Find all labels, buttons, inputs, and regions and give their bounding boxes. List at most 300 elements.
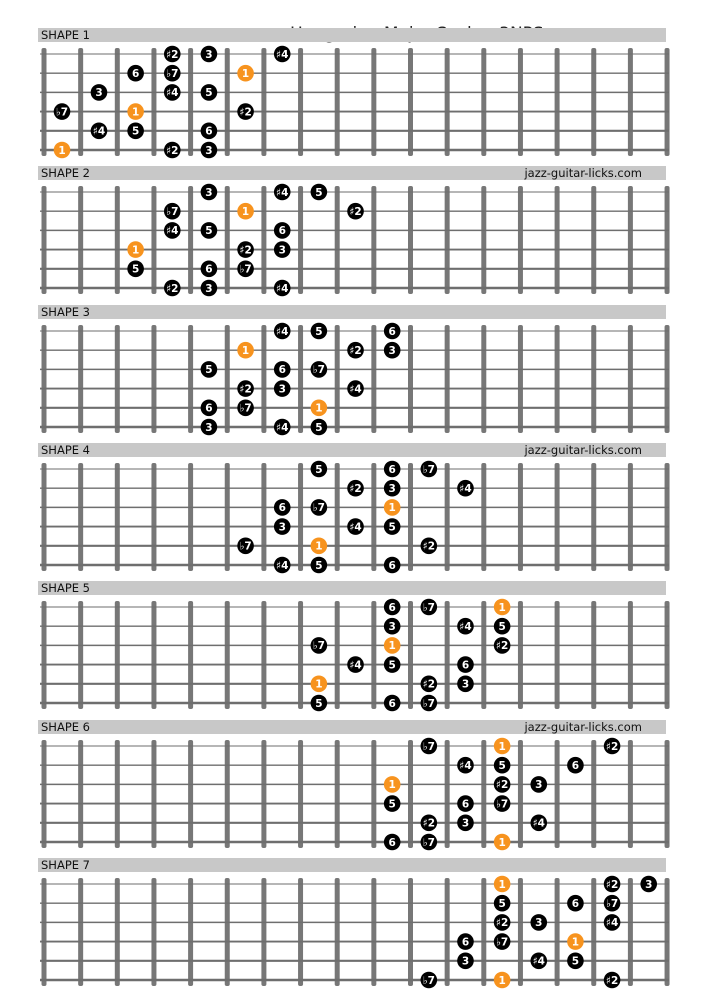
fretboard — [0, 872, 702, 992]
fret-wire — [665, 463, 670, 571]
fret-wire — [445, 325, 450, 433]
note-degree-label: 1 — [388, 640, 396, 653]
note-degree-label: ♭7 — [166, 206, 179, 219]
note-degree-label: ♭7 — [312, 502, 326, 515]
fret-wire — [445, 740, 450, 848]
note-degree-label: 3 — [388, 621, 396, 634]
fret-wire — [78, 740, 83, 848]
note-degree-label: ♯4 — [276, 187, 289, 200]
scale-note — [421, 971, 438, 988]
note-degree-label: 1 — [498, 740, 506, 753]
scale-note — [127, 123, 144, 140]
scale-note — [164, 142, 181, 159]
scale-note — [494, 933, 511, 950]
note-degree-label: ♯4 — [459, 482, 472, 495]
fret-wire — [115, 325, 120, 433]
scale-note — [421, 599, 438, 616]
fret-wire — [151, 740, 156, 848]
note-degree-label: 3 — [388, 482, 396, 495]
note-degree-label: 5 — [315, 697, 323, 710]
fret-wire — [42, 740, 47, 848]
fret-wire — [445, 601, 450, 709]
fret-wire — [261, 740, 266, 848]
note-degree-label: ♯2 — [349, 344, 362, 357]
fret-wire — [481, 186, 486, 294]
note-degree-label: ♯4 — [349, 382, 362, 395]
note-degree-label: 6 — [461, 797, 470, 810]
note-degree-label: ♯4 — [532, 955, 545, 968]
fret-wire — [78, 325, 83, 433]
fret-wire — [151, 186, 156, 294]
note-degree-label: ♭7 — [312, 363, 326, 376]
scale-note — [494, 756, 511, 773]
note-degree-label: 3 — [461, 955, 470, 968]
scale-note — [421, 737, 438, 754]
fret-wire — [371, 186, 376, 294]
note-degree-label: 3 — [205, 48, 213, 61]
scale-note — [530, 776, 547, 793]
note-degree-label: ♭7 — [239, 540, 252, 553]
fret-wire — [518, 463, 523, 571]
note-degree-label: ♯2 — [605, 974, 619, 987]
fret-wire — [188, 186, 193, 294]
fretboard — [0, 319, 702, 439]
scale-note — [384, 341, 401, 358]
scale-note — [457, 618, 474, 635]
fret-wire — [555, 601, 560, 709]
note-degree-label: ♭7 — [422, 740, 435, 753]
note-degree-label: 1 — [315, 540, 323, 553]
fret-wire — [518, 186, 523, 294]
scale-note — [347, 341, 364, 358]
scale-note — [201, 280, 218, 297]
scale-note — [421, 833, 438, 850]
note-degree-label: ♯4 — [349, 521, 362, 534]
root-note — [237, 203, 254, 220]
fretboard — [0, 180, 702, 300]
note-degree-label: 5 — [388, 797, 396, 810]
note-degree-label: 3 — [278, 382, 286, 395]
fret-wire — [151, 463, 156, 571]
fret-wire — [408, 186, 413, 294]
root-note — [494, 599, 511, 616]
fret-wire — [408, 325, 413, 433]
note-degree-label: ♭7 — [495, 797, 509, 810]
scale-note — [567, 895, 584, 912]
note-degree-label: 6 — [461, 936, 470, 949]
scale-note — [311, 461, 328, 478]
note-degree-label: 5 — [205, 363, 213, 376]
note-degree-label: 5 — [571, 955, 580, 968]
fret-wire — [591, 878, 596, 986]
fret-wire — [555, 740, 560, 848]
fret-wire — [188, 601, 193, 709]
shape-header-bar — [38, 305, 666, 319]
note-degree-label: 1 — [315, 678, 323, 691]
fret-wire — [188, 48, 193, 156]
fret-wire — [371, 878, 376, 986]
note-degree-label: ♯2 — [422, 678, 436, 691]
scale-note — [347, 518, 364, 535]
fret-wire — [628, 878, 633, 986]
fret-wire — [408, 48, 413, 156]
scale-note — [567, 756, 584, 773]
scale-note — [604, 737, 621, 754]
note-degree-label: 1 — [131, 244, 140, 257]
scale-note — [274, 322, 291, 339]
scale-note — [384, 322, 401, 339]
note-degree-label: 5 — [315, 325, 323, 338]
scale-note — [384, 599, 401, 616]
fret-wire — [225, 186, 230, 294]
fretboard — [0, 42, 702, 162]
scale-note — [384, 618, 401, 635]
note-degree-label: 6 — [388, 601, 396, 614]
root-note — [311, 399, 328, 416]
note-degree-label: 5 — [388, 521, 396, 534]
scale-note — [530, 952, 547, 969]
note-degree-label: ♯2 — [239, 244, 252, 257]
note-degree-label: 1 — [571, 936, 580, 949]
fret-wire — [481, 325, 486, 433]
fret-wire — [335, 740, 340, 848]
note-degree-label: 6 — [278, 225, 286, 238]
fret-wire — [188, 325, 193, 433]
note-degree-label: 6 — [205, 125, 213, 138]
note-degree-label: ♭7 — [55, 106, 69, 119]
fret-wire — [298, 325, 303, 433]
fretboard — [0, 595, 702, 715]
scale-note — [494, 776, 511, 793]
shape-header-bar — [38, 28, 666, 42]
note-degree-label: 3 — [95, 87, 103, 100]
scale-note — [274, 518, 291, 535]
fret-wire — [445, 463, 450, 571]
fret-wire — [151, 878, 156, 986]
fret-wire — [518, 878, 523, 986]
scale-note — [91, 84, 108, 101]
note-degree-label: ♯2 — [422, 817, 436, 830]
note-degree-label: 6 — [278, 363, 286, 376]
scale-note — [421, 676, 438, 693]
scale-note — [164, 280, 181, 297]
scale-note — [421, 461, 438, 478]
note-degree-label: 1 — [241, 344, 250, 357]
scale-note — [457, 952, 474, 969]
shape-header-bar — [38, 581, 666, 595]
fret-wire — [628, 48, 633, 156]
fret-wire — [261, 325, 266, 433]
note-degree-label: ♯4 — [276, 283, 289, 296]
fret-wire — [371, 601, 376, 709]
fret-wire — [481, 601, 486, 709]
note-degree-label: 5 — [315, 187, 323, 200]
fret-wire — [408, 878, 413, 986]
fret-wire — [628, 740, 633, 848]
scale-note — [604, 914, 621, 931]
scale-note — [127, 65, 144, 82]
fretboard — [0, 457, 702, 577]
scale-note — [640, 875, 657, 892]
note-degree-label: ♯4 — [166, 87, 179, 100]
note-degree-label: ♯2 — [239, 382, 252, 395]
root-note — [384, 637, 401, 654]
scale-note — [54, 103, 71, 120]
note-degree-label: ♭7 — [422, 463, 435, 476]
fret-wire — [445, 48, 450, 156]
scale-note — [201, 123, 218, 140]
root-note — [54, 142, 71, 159]
fret-wire — [408, 740, 413, 848]
note-degree-label: ♯4 — [532, 817, 545, 830]
note-degree-label: 1 — [498, 836, 506, 849]
root-note — [237, 65, 254, 82]
note-degree-label: 1 — [131, 106, 140, 119]
fret-wire — [298, 186, 303, 294]
fret-wire — [298, 601, 303, 709]
scale-note — [311, 184, 328, 201]
fret-wire — [261, 878, 266, 986]
scale-note — [457, 933, 474, 950]
scale-note — [91, 123, 108, 140]
scale-note — [384, 695, 401, 712]
scale-note — [274, 184, 291, 201]
shape-label: SHAPE 4 — [41, 442, 90, 457]
scale-note — [604, 971, 621, 988]
note-degree-label: 1 — [388, 502, 396, 515]
fret-wire — [591, 325, 596, 433]
root-note — [237, 341, 254, 358]
scale-note — [237, 261, 254, 278]
fret-wire — [628, 325, 633, 433]
fret-wire — [518, 48, 523, 156]
scale-note — [274, 418, 291, 435]
fret-wire — [298, 463, 303, 571]
scale-note — [274, 557, 291, 574]
scale-note — [201, 361, 218, 378]
fret-wire — [42, 463, 47, 571]
shape-header-bar — [38, 858, 666, 872]
scale-note — [164, 203, 181, 220]
fret-wire — [591, 48, 596, 156]
fret-wire — [261, 463, 266, 571]
note-degree-label: ♭7 — [312, 640, 326, 653]
scale-note — [457, 676, 474, 693]
scale-note — [274, 222, 291, 239]
note-degree-label: 6 — [388, 559, 396, 572]
root-note — [567, 933, 584, 950]
scale-note — [164, 84, 181, 101]
note-degree-label: ♯2 — [349, 206, 362, 219]
fret-wire — [665, 48, 670, 156]
scale-note — [421, 695, 438, 712]
note-degree-label: ♯2 — [166, 48, 179, 61]
note-degree-label: 3 — [535, 916, 543, 929]
fret-wire — [225, 740, 230, 848]
scale-note — [274, 380, 291, 397]
fret-wire — [665, 186, 670, 294]
fret-wire — [518, 740, 523, 848]
scale-note — [457, 795, 474, 812]
site-label: jazz-guitar-licks.com — [524, 442, 642, 457]
note-degree-label: 1 — [498, 878, 506, 891]
note-degree-label: 5 — [315, 463, 323, 476]
note-degree-label: 1 — [241, 206, 250, 219]
fret-wire — [335, 878, 340, 986]
note-degree-label: 1 — [241, 68, 250, 80]
fret-wire — [628, 601, 633, 709]
note-degree-label: 1 — [315, 402, 323, 415]
note-degree-label: 3 — [461, 678, 470, 691]
note-degree-label: 1 — [58, 144, 66, 157]
scale-note — [457, 480, 474, 497]
fret-wire — [225, 48, 230, 156]
note-degree-label: ♭7 — [166, 68, 179, 80]
scale-note — [311, 637, 328, 654]
fret-wire — [151, 325, 156, 433]
scale-note — [494, 795, 511, 812]
scale-note — [237, 399, 254, 416]
fret-wire — [335, 601, 340, 709]
scale-note — [347, 203, 364, 220]
note-degree-label: ♯2 — [166, 144, 179, 157]
fretboard — [0, 734, 702, 854]
shape-label: SHAPE 7 — [41, 857, 90, 872]
note-degree-label: ♯2 — [495, 916, 509, 929]
scale-note — [384, 656, 401, 673]
scale-note — [530, 814, 547, 831]
note-degree-label: 3 — [205, 283, 213, 296]
fret-wire — [188, 878, 193, 986]
fret-wire — [298, 740, 303, 848]
scale-note — [274, 46, 291, 63]
scale-note — [347, 480, 364, 497]
fret-wire — [298, 48, 303, 156]
fret-wire — [665, 601, 670, 709]
note-degree-label: 5 — [498, 897, 506, 910]
fret-wire — [115, 186, 120, 294]
note-degree-label: ♯4 — [276, 325, 289, 338]
fret-wire — [225, 325, 230, 433]
scale-note — [274, 280, 291, 297]
root-note — [127, 103, 144, 120]
fret-wire — [408, 463, 413, 571]
note-degree-label: ♯4 — [459, 621, 472, 634]
fret-wire — [665, 740, 670, 848]
fret-wire — [408, 601, 413, 709]
note-degree-label: ♯2 — [605, 878, 619, 891]
note-degree-label: 6 — [205, 402, 213, 415]
fret-wire — [445, 186, 450, 294]
fret-wire — [481, 463, 486, 571]
note-degree-label: ♭7 — [605, 897, 619, 910]
note-degree-label: ♯2 — [349, 482, 362, 495]
note-degree-label: 6 — [131, 68, 140, 80]
scale-note — [274, 242, 291, 259]
scale-note — [311, 418, 328, 435]
scale-note — [494, 637, 511, 654]
fret-wire — [78, 463, 83, 571]
note-degree-label: 3 — [388, 344, 396, 357]
fret-wire — [371, 48, 376, 156]
fret-wire — [188, 463, 193, 571]
note-degree-label: ♯4 — [166, 225, 179, 238]
scale-note — [274, 499, 291, 516]
scale-note — [604, 875, 621, 892]
fret-wire — [591, 463, 596, 571]
scale-note — [384, 557, 401, 574]
scale-note — [164, 222, 181, 239]
fret-wire — [335, 186, 340, 294]
scale-note — [311, 361, 328, 378]
fret-wire — [261, 601, 266, 709]
scale-note — [421, 814, 438, 831]
note-degree-label: 3 — [461, 817, 470, 830]
shape-label: SHAPE 3 — [41, 304, 90, 319]
fret-wire — [335, 325, 340, 433]
shape-label: SHAPE 1 — [41, 28, 90, 42]
root-note — [311, 676, 328, 693]
note-degree-label: 5 — [498, 759, 506, 772]
note-degree-label: ♭7 — [422, 697, 435, 710]
fret-wire — [298, 878, 303, 986]
fret-wire — [261, 186, 266, 294]
scale-note — [164, 46, 181, 63]
fret-wire — [371, 740, 376, 848]
site-label: jazz-guitar-licks.com — [524, 719, 642, 734]
fret-wire — [481, 48, 486, 156]
note-degree-label: ♯4 — [92, 125, 106, 138]
scale-note — [457, 656, 474, 673]
note-degree-label: 6 — [388, 697, 396, 710]
note-degree-label: 6 — [278, 502, 286, 515]
note-degree-label: 6 — [461, 659, 470, 672]
scale-note — [494, 914, 511, 931]
note-degree-label: ♭7 — [495, 936, 509, 949]
note-degree-label: ♭7 — [239, 263, 252, 276]
scale-note — [311, 499, 328, 516]
note-degree-label: 6 — [205, 263, 213, 276]
note-degree-label: 5 — [131, 125, 140, 138]
fret-wire — [225, 601, 230, 709]
note-degree-label: ♯4 — [459, 759, 472, 772]
scale-note — [201, 46, 218, 63]
note-degree-label: ♯2 — [239, 106, 252, 119]
fret-wire — [335, 48, 340, 156]
scale-note — [494, 895, 511, 912]
fret-wire — [42, 878, 47, 986]
site-label: jazz-guitar-licks.com — [524, 166, 642, 181]
root-note — [494, 971, 511, 988]
scale-note — [347, 656, 364, 673]
fret-wire — [591, 740, 596, 848]
scale-note — [384, 795, 401, 812]
scale-note — [164, 65, 181, 82]
root-note — [494, 875, 511, 892]
fret-wire — [115, 463, 120, 571]
note-degree-label: 6 — [388, 463, 396, 476]
note-degree-label: 5 — [315, 421, 323, 434]
scale-note — [530, 914, 547, 931]
scale-note — [457, 814, 474, 831]
fret-wire — [555, 48, 560, 156]
note-degree-label: ♯2 — [495, 778, 509, 791]
fret-wire — [42, 325, 47, 433]
fret-wire — [78, 878, 83, 986]
note-degree-label: 5 — [205, 87, 213, 100]
fret-wire — [78, 48, 83, 156]
fret-wire — [371, 463, 376, 571]
